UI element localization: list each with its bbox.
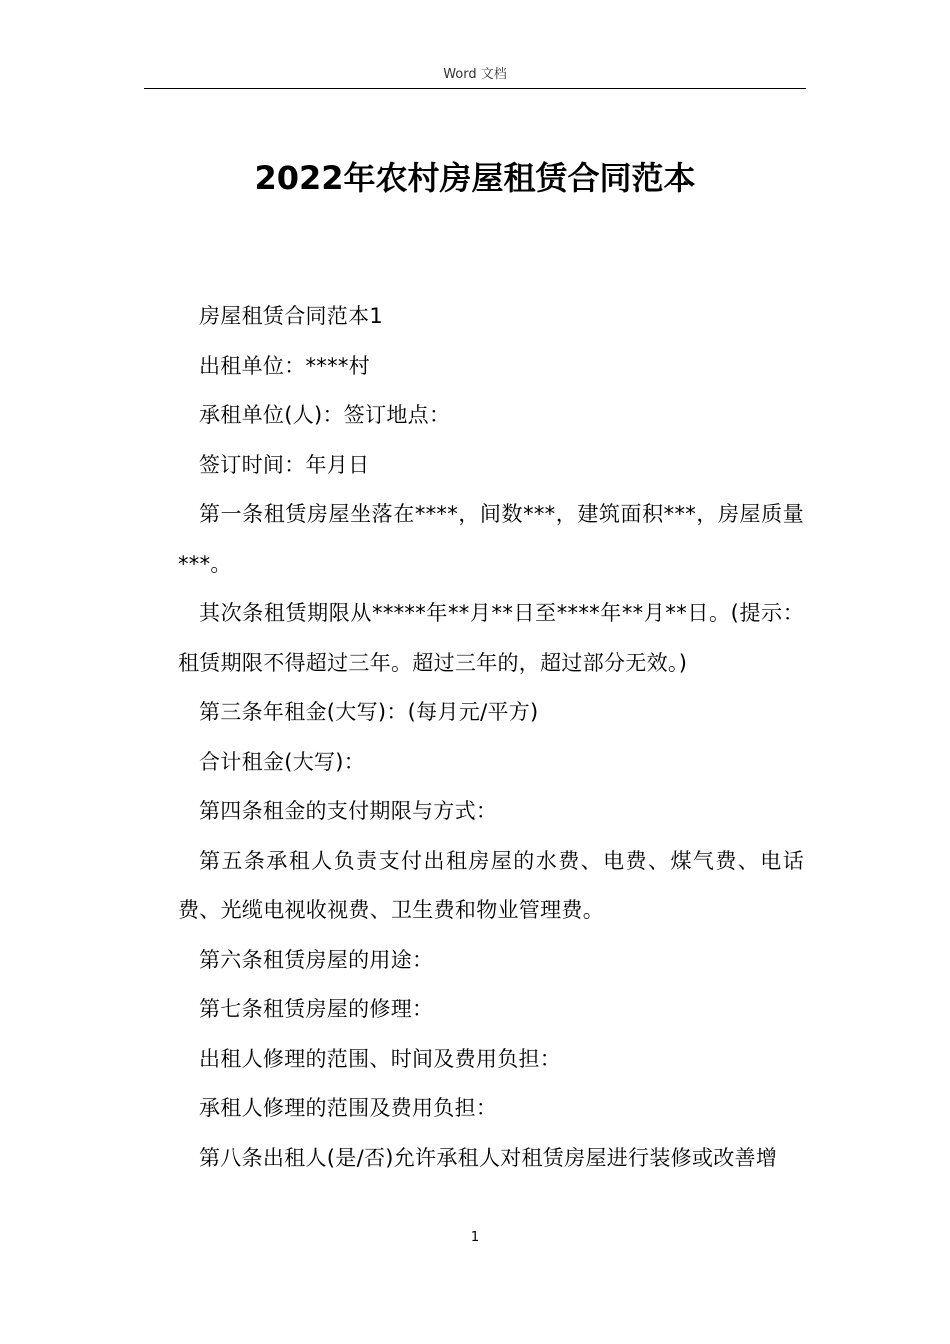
paragraph-article-2: 其次条租赁期限从*****年**月**日至****年**月**日。(提示：租赁期限不得超过三年。超过三年的，超过部分无效。) bbox=[178, 601, 804, 675]
paragraph-heading: 房屋租赁合同范本1 bbox=[199, 304, 384, 328]
paragraph-lessee-repair: 承租人修理的范围及费用负担： bbox=[199, 1096, 498, 1120]
paragraph-article-8: 第八条出租人(是/否)允许承租人对租赁房屋进行装修或改善增 bbox=[199, 1145, 778, 1170]
paragraph-lessee: 承租单位(人)：签订地点： bbox=[199, 403, 451, 427]
paragraph-article-5: 第五条承租人负责支付出租房屋的水费、电费、煤气费、电话费、光缆电视收视费、卫生费和物业管理费。 bbox=[178, 848, 804, 922]
paragraph-article-6: 第六条租赁房屋的用途： bbox=[199, 947, 434, 972]
paragraph-lessor: 出租单位：****村 bbox=[199, 353, 370, 378]
page-number: 1 bbox=[470, 1230, 480, 1245]
page-header: Word 文档 bbox=[443, 67, 507, 82]
paragraph-article-4: 第四条租金的支付期限与方式： bbox=[199, 799, 498, 823]
paragraph-article-1: 第一条租赁房屋坐落在****，间数***，建筑面积***，房屋质量***。 bbox=[178, 502, 804, 576]
header-rule bbox=[144, 88, 806, 89]
paragraph-article-3: 第三条年租金(大写)：(每月元/平方) bbox=[199, 700, 539, 724]
paragraph-total-rent: 合计租金(大写)： bbox=[199, 749, 366, 774]
document-body bbox=[178, 292, 804, 1183]
paragraph-article-7: 第七条租赁房屋的修理： bbox=[199, 997, 434, 1021]
document-title: 2022年农村房屋租赁合同范本 bbox=[254, 159, 696, 197]
paragraph-sign-date: 签订时间：年月日 bbox=[199, 452, 370, 477]
paragraph-lessor-repair: 出租人修理的范围、时间及费用负担： bbox=[199, 1046, 562, 1071]
